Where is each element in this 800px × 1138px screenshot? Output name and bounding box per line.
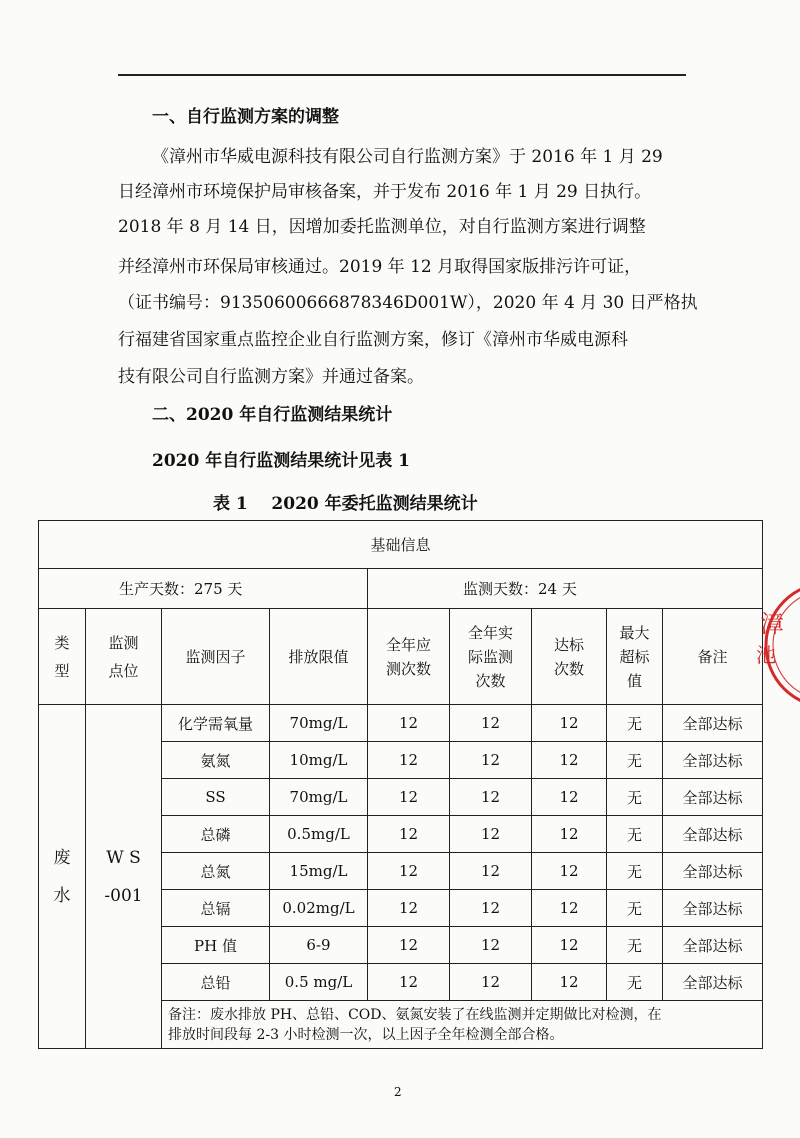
max-cell: 无	[607, 816, 663, 853]
seal-char: 漳	[760, 610, 784, 638]
compliant-cell: 12	[532, 890, 607, 927]
actual-cell: 12	[450, 853, 532, 890]
col-header-limit: 排放限值	[270, 609, 368, 705]
actual-cell: 12	[450, 816, 532, 853]
col-header-type: 类 型	[39, 609, 86, 705]
limit-cell: 0.5 mg/L	[270, 964, 368, 1001]
max-cell: 无	[607, 853, 663, 890]
header-rule	[118, 74, 686, 76]
planned-cell: 12	[368, 927, 450, 964]
max-cell: 无	[607, 779, 663, 816]
remark-cell: 全部达标	[663, 779, 763, 816]
section1-line: 技有限公司自行监测方案》并通过备案。	[118, 367, 424, 387]
remark-cell: 全部达标	[663, 816, 763, 853]
point-cell: W S -001	[86, 705, 162, 1049]
factor-cell: 总氮	[162, 853, 270, 890]
col-header-actual: 全年实 际监测 次数	[450, 609, 532, 705]
limit-cell: 15mg/L	[270, 853, 368, 890]
limit-cell: 6-9	[270, 927, 368, 964]
section1-line: 《漳州市华威电源科技有限公司自行监测方案》于 2016 年 1 月 29	[152, 147, 663, 167]
max-cell: 无	[607, 964, 663, 1001]
monitoring-results-table	[38, 520, 763, 1049]
actual-cell: 12	[450, 779, 532, 816]
max-cell: 无	[607, 742, 663, 779]
type-cell: 废 水	[39, 705, 86, 1049]
factor-cell: 总铅	[162, 964, 270, 1001]
remark-cell: 全部达标	[663, 853, 763, 890]
planned-cell: 12	[368, 742, 450, 779]
compliant-cell: 12	[532, 816, 607, 853]
remark-cell: 全部达标	[663, 890, 763, 927]
factor-cell: 氨氮	[162, 742, 270, 779]
actual-cell: 12	[450, 964, 532, 1001]
factor-cell: 化学需氧量	[162, 705, 270, 742]
col-header-max-exceed: 最大 超标 值	[607, 609, 663, 705]
seal-inner-ring	[773, 590, 800, 700]
planned-cell: 12	[368, 779, 450, 816]
production-days: 生产天数：275 天	[39, 569, 368, 609]
compliant-cell: 12	[532, 853, 607, 890]
max-cell: 无	[607, 705, 663, 742]
table-note: 备注：废水排放 PH、总铅、COD、氨氮安装了在线监测并定期做比对检测，在 排放时间段每 2-3 小时检测一次，以上因子全年检测全部合格。	[162, 1001, 763, 1049]
remark-cell: 全部达标	[663, 927, 763, 964]
section1-line: （证书编号：91350600666878346D001W），2020 年 4 月 30 日严格执	[118, 293, 698, 313]
factor-cell: 总磷	[162, 816, 270, 853]
actual-cell: 12	[450, 742, 532, 779]
planned-cell: 12	[368, 964, 450, 1001]
compliant-cell: 12	[532, 779, 607, 816]
limit-cell: 0.5mg/L	[270, 816, 368, 853]
remark-cell: 全部达标	[663, 742, 763, 779]
company-seal	[748, 580, 800, 710]
planned-cell: 12	[368, 705, 450, 742]
section1-heading: 一、自行监测方案的调整	[152, 107, 339, 127]
limit-cell: 0.02mg/L	[270, 890, 368, 927]
compliant-cell: 12	[532, 927, 607, 964]
limit-cell: 10mg/L	[270, 742, 368, 779]
section1-line: 2018 年 8 月 14 日，因增加委托监测单位，对自行监测方案进行调整	[118, 217, 646, 237]
col-header-remark: 备注	[663, 609, 763, 705]
planned-cell: 12	[368, 816, 450, 853]
col-header-compliant: 达标 次数	[532, 609, 607, 705]
col-header-point: 监测 点位	[86, 609, 162, 705]
section2-intro: 2020 年自行监测结果统计见表 1	[152, 451, 410, 471]
compliant-cell: 12	[532, 742, 607, 779]
remark-cell: 全部达标	[663, 705, 763, 742]
section1-line: 日经漳州市环境保护局审核备案，并于发布 2016 年 1 月 29 日执行。	[118, 182, 652, 202]
table-caption: 表 1 2020 年委托监测结果统计	[213, 494, 478, 514]
max-cell: 无	[607, 890, 663, 927]
compliant-cell: 12	[532, 705, 607, 742]
section1-line: 行福建省国家重点监控企业自行监测方案，修订《漳州市华威电源科	[118, 330, 628, 350]
remark-cell: 全部达标	[663, 964, 763, 1001]
basic-info-header: 基础信息	[39, 521, 763, 569]
max-cell: 无	[607, 927, 663, 964]
monitoring-days: 监测天数：24 天	[368, 569, 763, 609]
factor-cell: PH 值	[162, 927, 270, 964]
factor-cell: SS	[162, 779, 270, 816]
actual-cell: 12	[450, 890, 532, 927]
planned-cell: 12	[368, 890, 450, 927]
planned-cell: 12	[368, 853, 450, 890]
factor-cell: 总镉	[162, 890, 270, 927]
col-header-factor: 监测因子	[162, 609, 270, 705]
compliant-cell: 12	[532, 964, 607, 1001]
actual-cell: 12	[450, 927, 532, 964]
col-header-planned: 全年应 测次数	[368, 609, 450, 705]
actual-cell: 12	[450, 705, 532, 742]
page-number: 2	[394, 1085, 402, 1099]
limit-cell: 70mg/L	[270, 779, 368, 816]
section1-line: 并经漳州市环保局审核通过。2019 年 12 月取得国家版排污许可证，	[118, 257, 642, 277]
seal-char: 池	[756, 643, 776, 667]
section2-heading: 二、2020 年自行监测结果统计	[152, 405, 393, 425]
limit-cell: 70mg/L	[270, 705, 368, 742]
